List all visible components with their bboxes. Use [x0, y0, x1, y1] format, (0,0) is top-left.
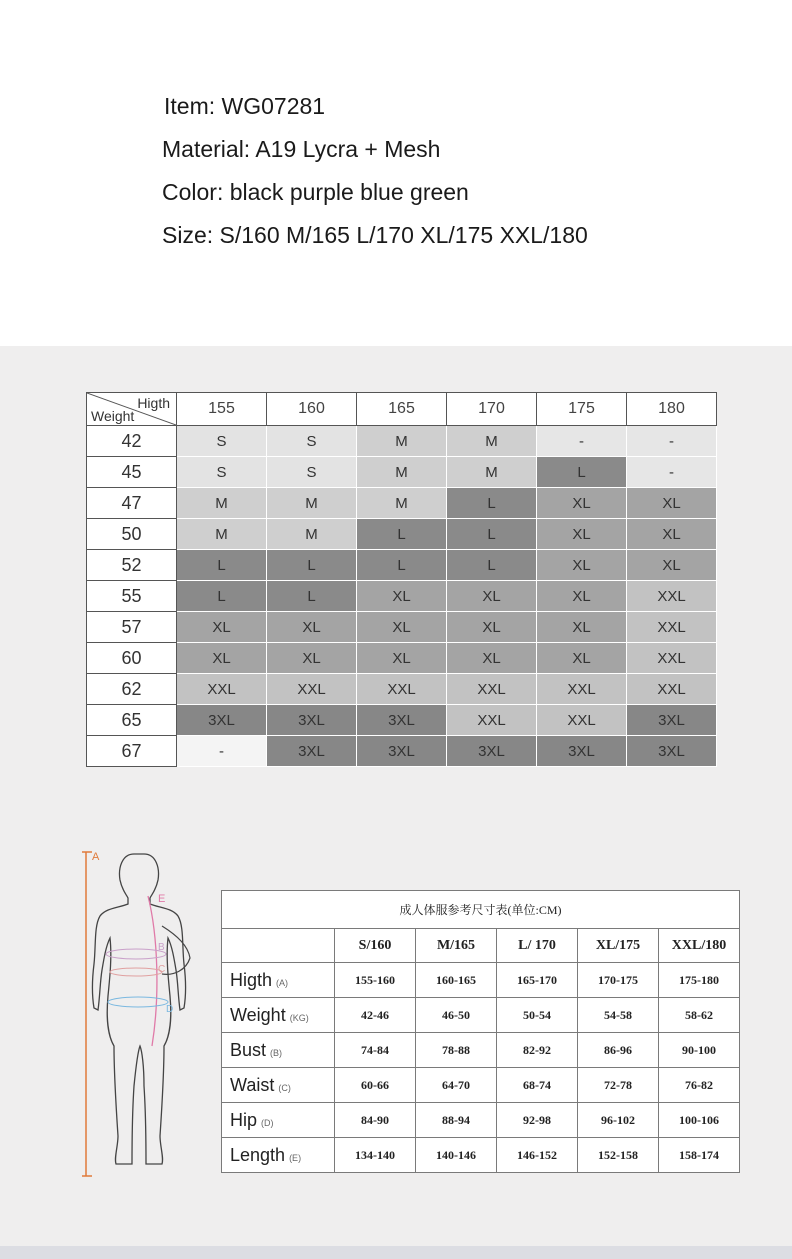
measure-label-text: Length: [230, 1144, 286, 1165]
measure-label-text: Waist: [230, 1074, 275, 1095]
measure-label: [222, 1103, 335, 1138]
measure-label-text: Bust: [230, 1039, 267, 1060]
height-header: 175: [537, 393, 627, 426]
size-cell: XL: [447, 643, 537, 674]
measure-label: [222, 1033, 335, 1068]
size-cell: L: [447, 519, 537, 550]
measure-value: 78-88: [416, 1033, 497, 1068]
measure-row: [222, 1138, 740, 1173]
corner-height-label: Higth: [137, 395, 170, 411]
size-cell: M: [357, 488, 447, 519]
size-cell: S: [177, 457, 267, 488]
size-cell: -: [627, 426, 717, 457]
height-header: 165: [357, 393, 447, 426]
measure-value: 54-58: [578, 998, 659, 1033]
height-header: 180: [627, 393, 717, 426]
size-cell: 3XL: [627, 705, 717, 736]
marker-a: A: [92, 851, 100, 863]
weight-label: 42: [87, 426, 177, 457]
marker-e: E: [158, 893, 166, 905]
size-cell: XXL: [537, 674, 627, 705]
measure-label-tag: (D): [261, 1117, 274, 1128]
measure-row: [222, 1068, 740, 1103]
measure-size-header: L/ 170: [497, 929, 578, 963]
measure-value: 155-160: [335, 963, 416, 998]
size-cell: 3XL: [357, 736, 447, 767]
weight-label: 52: [87, 550, 177, 581]
size-cell: XXL: [627, 674, 717, 705]
size-cell: XXL: [627, 581, 717, 612]
size-cell: XXL: [177, 674, 267, 705]
matrix-row: [87, 581, 717, 612]
size-cell: XXL: [447, 674, 537, 705]
measure-row: [222, 1033, 740, 1068]
size-cell: L: [177, 581, 267, 612]
size-cell: L: [177, 550, 267, 581]
size-cell: XL: [447, 581, 537, 612]
measure-value: 76-82: [659, 1068, 740, 1103]
matrix-corner-header: [87, 393, 177, 426]
measure-row: [222, 998, 740, 1033]
size-line: Size: S/160 M/165 L/170 XL/175 XXL/180: [162, 222, 588, 248]
size-cell: XXL: [537, 705, 627, 736]
size-cell: M: [357, 426, 447, 457]
size-cell: XXL: [447, 705, 537, 736]
size-cell: XL: [627, 488, 717, 519]
measure-value: 170-175: [578, 963, 659, 998]
size-cell: XL: [447, 612, 537, 643]
matrix-row: [87, 488, 717, 519]
size-cell: XL: [537, 550, 627, 581]
height-header: 170: [447, 393, 537, 426]
size-cell: 3XL: [447, 736, 537, 767]
item-line: Item: WG07281: [164, 93, 326, 119]
size-cell: M: [447, 426, 537, 457]
size-cell: XL: [267, 612, 357, 643]
measurement-table: [221, 890, 740, 1173]
weight-label: 60: [87, 643, 177, 674]
size-cell: XXL: [627, 612, 717, 643]
measure-value: 88-94: [416, 1103, 497, 1138]
matrix-row: [87, 519, 717, 550]
size-cell: XL: [357, 581, 447, 612]
measure-value: 60-66: [335, 1068, 416, 1103]
measure-size-header: XL/175: [578, 929, 659, 963]
measure-corner: [222, 929, 335, 963]
body-silhouette-icon: [78, 846, 218, 1181]
measure-value: 92-98: [497, 1103, 578, 1138]
measure-size-header: S/160: [335, 929, 416, 963]
size-cell: 3XL: [267, 705, 357, 736]
measure-value: 42-46: [335, 998, 416, 1033]
measure-value: 64-70: [416, 1068, 497, 1103]
size-cell: S: [267, 426, 357, 457]
size-cell: XXL: [357, 674, 447, 705]
measure-value: 74-84: [335, 1033, 416, 1068]
size-cell: 3XL: [267, 736, 357, 767]
measure-label-tag: (A): [276, 977, 289, 988]
size-cell: XL: [537, 643, 627, 674]
size-cell: XL: [177, 612, 267, 643]
measure-label: [222, 1138, 335, 1173]
matrix-row: [87, 705, 717, 736]
matrix-row: [87, 643, 717, 674]
size-cell: XL: [537, 612, 627, 643]
measure-value: 96-102: [578, 1103, 659, 1138]
measure-label: [222, 998, 335, 1033]
size-cell: M: [447, 457, 537, 488]
matrix-row: [87, 426, 717, 457]
measurement-table-title: 成人体服参考尺寸表(单位:CM): [222, 891, 740, 929]
measure-label: [222, 1068, 335, 1103]
measure-label: [222, 963, 335, 998]
size-cell: S: [267, 457, 357, 488]
size-cell: XL: [537, 488, 627, 519]
weight-label: 57: [87, 612, 177, 643]
measure-value: 84-90: [335, 1103, 416, 1138]
size-cell: M: [267, 488, 357, 519]
measure-label-tag: (C): [278, 1082, 291, 1093]
size-cell: S: [177, 426, 267, 457]
body-figure: [78, 846, 218, 1181]
marker-b: B: [158, 942, 165, 953]
size-cell: L: [447, 488, 537, 519]
measure-value: 175-180: [659, 963, 740, 998]
bottom-strip: [0, 1246, 792, 1259]
size-cell: L: [357, 519, 447, 550]
size-cell: L: [447, 550, 537, 581]
weight-label: 47: [87, 488, 177, 519]
measure-value: 140-146: [416, 1138, 497, 1173]
weight-label: 67: [87, 736, 177, 767]
measure-label-tag: (KG): [289, 1012, 309, 1023]
size-cell: M: [357, 457, 447, 488]
measure-label-tag: (E): [289, 1152, 302, 1163]
size-matrix: [86, 392, 717, 767]
measure-label-text: Weight: [230, 1004, 286, 1025]
size-cell: L: [267, 550, 357, 581]
size-cell: 3XL: [627, 736, 717, 767]
measure-value: 158-174: [659, 1138, 740, 1173]
matrix-row: [87, 674, 717, 705]
corner-weight-label: Weight: [91, 408, 135, 424]
material-line: Material: A19 Lycra + Mesh: [162, 136, 441, 162]
matrix-row: [87, 457, 717, 488]
measure-value: 160-165: [416, 963, 497, 998]
size-cell: XXL: [627, 643, 717, 674]
measure-value: 82-92: [497, 1033, 578, 1068]
measure-row: [222, 963, 740, 998]
measure-value: 165-170: [497, 963, 578, 998]
measure-value: 90-100: [659, 1033, 740, 1068]
size-cell: L: [267, 581, 357, 612]
measure-value: 68-74: [497, 1068, 578, 1103]
size-cell: 3XL: [537, 736, 627, 767]
size-cell: L: [537, 457, 627, 488]
size-cell: -: [177, 736, 267, 767]
measure-value: 46-50: [416, 998, 497, 1033]
measure-value: 58-62: [659, 998, 740, 1033]
size-cell: 3XL: [177, 705, 267, 736]
size-cell: M: [267, 519, 357, 550]
size-cell: -: [627, 457, 717, 488]
matrix-row: [87, 550, 717, 581]
measure-value: 134-140: [335, 1138, 416, 1173]
weight-label: 62: [87, 674, 177, 705]
height-header: 160: [267, 393, 357, 426]
measure-value: 152-158: [578, 1138, 659, 1173]
color-line: Color: black purple blue green: [162, 179, 469, 205]
size-cell: XL: [537, 519, 627, 550]
weight-label: 65: [87, 705, 177, 736]
measure-value: 146-152: [497, 1138, 578, 1173]
weight-label: 50: [87, 519, 177, 550]
size-cell: L: [357, 550, 447, 581]
matrix-row: [87, 612, 717, 643]
measure-value: 86-96: [578, 1033, 659, 1068]
product-info: [162, 90, 588, 262]
measure-row: [222, 1103, 740, 1138]
size-cell: XL: [267, 643, 357, 674]
size-cell: XXL: [267, 674, 357, 705]
measure-label-text: Higth: [230, 969, 273, 990]
marker-d: D: [166, 1004, 174, 1015]
weight-label: 45: [87, 457, 177, 488]
size-cell: XL: [357, 643, 447, 674]
size-cell: XL: [627, 550, 717, 581]
measure-label-tag: (B): [270, 1047, 283, 1058]
size-cell: XL: [537, 581, 627, 612]
size-cell: XL: [627, 519, 717, 550]
measure-size-header: XXL/180: [659, 929, 740, 963]
measure-label-text: Hip: [230, 1109, 258, 1130]
matrix-row: [87, 736, 717, 767]
marker-c: C: [158, 964, 166, 975]
height-header: 155: [177, 393, 267, 426]
measure-value: 100-106: [659, 1103, 740, 1138]
size-cell: XL: [177, 643, 267, 674]
size-cell: M: [177, 519, 267, 550]
weight-label: 55: [87, 581, 177, 612]
measure-size-header: M/165: [416, 929, 497, 963]
measure-value: 72-78: [578, 1068, 659, 1103]
size-cell: -: [537, 426, 627, 457]
measure-value: 50-54: [497, 998, 578, 1033]
size-cell: XL: [357, 612, 447, 643]
size-cell: M: [177, 488, 267, 519]
size-cell: 3XL: [357, 705, 447, 736]
